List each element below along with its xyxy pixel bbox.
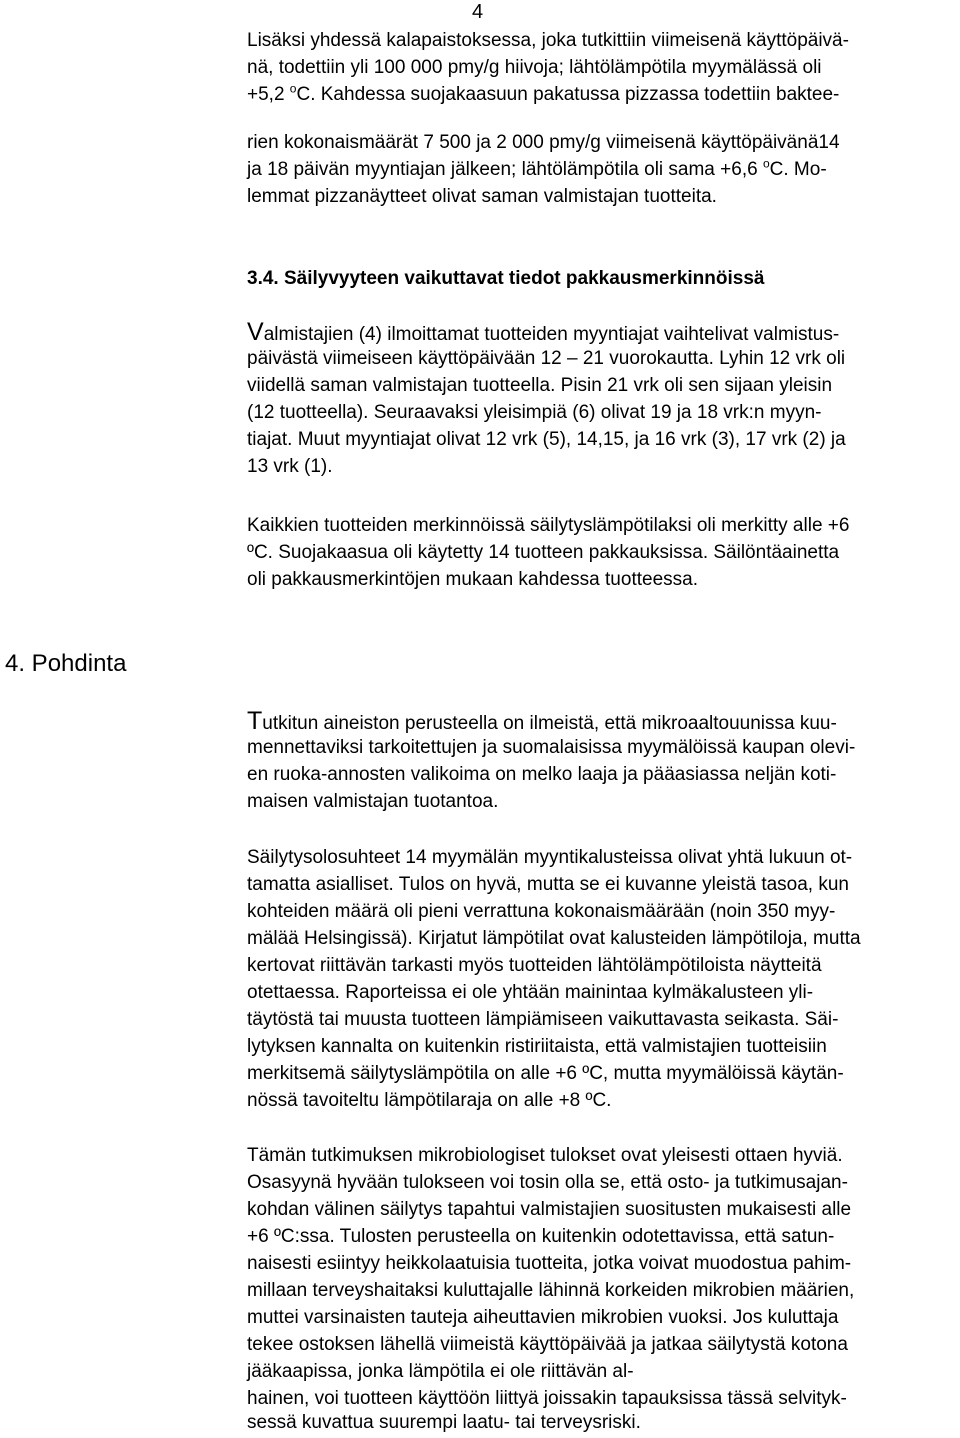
initial-letter: V bbox=[247, 318, 264, 346]
para1-line2: nä, todettiin yli 100 000 pmy/g hiivoja; lähtölämpötila myymälässä oli bbox=[247, 57, 822, 78]
para5-line3: kohteiden määrä oli pieni verrattuna kokonaismäärään (noin 350 myy- bbox=[247, 901, 836, 922]
para6-line10: hainen, voi tuotteen käyttöön liittyä joissakin tapauksissa tässä selvityk- bbox=[247, 1388, 847, 1409]
para6-line3: kohdan välinen säilytys tapahtui valmistajien suositusten mukaisesti alle bbox=[247, 1199, 852, 1220]
para4-line3: en ruoka-annosten valikoima on melko laaja ja pääasiassa neljän koti- bbox=[247, 764, 837, 785]
para6-line5: naisesti esiintyy heikkolaatuisia tuotteita, jotka voivat muodostua pahim- bbox=[247, 1253, 852, 1274]
para6-line2: Osasyynä hyvään tulokseen voi tosin olla se, että osto- ja tutkimusajan- bbox=[247, 1172, 848, 1193]
para2-line2: päivästä viimeiseen käyttöpäivään 12 – 21 vuorokautta. Lyhin 12 vrk oli bbox=[247, 348, 846, 369]
initial-letter: T bbox=[247, 707, 263, 735]
para1-line1: Lisäksi yhdessä kalapaistoksessa, joka tutkittiin viimeisenä käyttöpäivä- bbox=[247, 30, 849, 51]
para1-line3-b: C. Kahdessa suojakaasuun pakatussa pizzassa todettiin baktee- bbox=[296, 84, 840, 105]
para3-line2: ºC. Suojakaasua oli käytetty 14 tuotteen pakkauksissa. Säilöntäainetta bbox=[247, 542, 840, 563]
para6-line8: tekee ostoksen lähellä viimeistä käyttöpäivää ja jatkaa säilytystä kotona bbox=[247, 1334, 848, 1355]
para6-line7: muttei varsinaisten tauteja aiheuttavien mikrobien vuoksi. Jos kuluttaja bbox=[247, 1307, 839, 1328]
para6-line9: jääkaapissa, jonka lämpötila ei ole riittävän al- bbox=[247, 1361, 634, 1382]
para1-line5-b: C. Mo- bbox=[769, 159, 827, 180]
para2-line1-text: almistajien (4) ilmoittamat tuotteiden myyntiajat vaihtelivat valmistus- bbox=[263, 324, 840, 345]
para6-line1: Tämän tutkimuksen mikrobiologiset tulokset ovat yleisesti ottaen hyviä. bbox=[247, 1145, 843, 1166]
para2-line4: (12 tuotteella). Seuraavaksi yleisimpiä (6) olivat 19 ja 18 vrk:n myyn- bbox=[247, 402, 822, 423]
para4-line4: maisen valmistajan tuotantoa. bbox=[247, 791, 499, 812]
para5-line1: Säilytysolosuhteet 14 myymälän myyntikalusteissa olivat yhtä lukuun ot- bbox=[247, 847, 853, 868]
para3-line1: Kaikkien tuotteiden merkinnöissä säilytyslämpötilaksi oli merkitty alle +6 bbox=[247, 515, 850, 536]
para5-line9: merkitsemä säilytyslämpötila on alle +6 ºC, mutta myymälöissä käytän- bbox=[247, 1063, 844, 1084]
para6-line11: sessä kuvattua suurempi laatu- tai terveysriski. bbox=[247, 1412, 641, 1433]
para6-line4: +6 ºC:ssa. Tulosten perusteella on kuitenkin odotettavissa, että satun- bbox=[247, 1226, 835, 1247]
para5-line5: kertovat riittävän tarkasti myös tuotteiden lähtölämpötiloista näytteitä bbox=[247, 955, 822, 976]
para1-line3 bbox=[247, 82, 839, 108]
para5-line6: otettaessa. Raporteissa ei ole yhtään mainintaa kylmäkalusteen yli- bbox=[247, 982, 814, 1003]
para1-line5 bbox=[247, 157, 827, 183]
para5-line7: täytöstä tai muusta tuotteen lämpiämiseen vaikuttavasta seikasta. Säi- bbox=[247, 1009, 839, 1030]
degree-sup: o bbox=[289, 81, 297, 96]
para2-line6: 13 vrk (1). bbox=[247, 456, 333, 477]
para1-line3-a: +5,2 bbox=[247, 84, 290, 105]
section-3-4-heading: 3.4. Säilyvyyteen vaikuttavat tiedot pakkausmerkinnöissä bbox=[247, 268, 765, 289]
para5-line4: mälää Helsingissä). Kirjatut lämpötilat ovat kalusteiden lämpötiloja, mutta bbox=[247, 928, 861, 949]
page-number: 4 bbox=[472, 1, 484, 23]
para1-line6: lemmat pizzanäytteet olivat saman valmistajan tuotteita. bbox=[247, 186, 717, 207]
para6-line6: millaan terveyshaitaksi kuluttajalle lähinnä korkeiden mikrobien määrien, bbox=[247, 1280, 855, 1301]
para1-line5-a: ja 18 päivän myyntiajan jälkeen; lähtölämpötila oli sama +6,6 bbox=[247, 159, 763, 180]
para4-line2: mennettaviksi tarkoitettujen ja suomalaisissa myymälöissä kaupan olevi- bbox=[247, 737, 856, 758]
para2-line3: viidellä saman valmistajan tuotteella. Pisin 21 vrk oli sen sijaan yleisin bbox=[247, 375, 833, 396]
para4-line1-text: utkitun aineiston perusteella on ilmeistä, että mikroaaltouunissa kuu- bbox=[262, 713, 837, 734]
para4-line1 bbox=[247, 708, 837, 737]
para5-line2: tamatta asialliset. Tulos on hyvä, mutta se ei kuvanne yleistä tasoa, kun bbox=[247, 874, 849, 895]
para5-line8: lytyksen kannalta on kuitenkin ristiriitaista, että valmistajien tuotteisiin bbox=[247, 1036, 827, 1057]
para1-line4: rien kokonaismäärät 7 500 ja 2 000 pmy/g viimeisenä käyttöpäivänä14 bbox=[247, 132, 840, 153]
para2-line1 bbox=[247, 319, 839, 348]
para3-line3: oli pakkausmerkintöjen mukaan kahdessa tuotteessa. bbox=[247, 569, 698, 590]
section-4-heading: 4. Pohdinta bbox=[5, 650, 127, 677]
para2-line5: tiajat. Muut myyntiajat olivat 12 vrk (5), 14,15, ja 16 vrk (3), 17 vrk (2) ja bbox=[247, 429, 846, 450]
degree-sup: o bbox=[762, 156, 770, 171]
para5-line10: nössä tavoiteltu lämpötilaraja on alle +8 ºC. bbox=[247, 1090, 612, 1111]
